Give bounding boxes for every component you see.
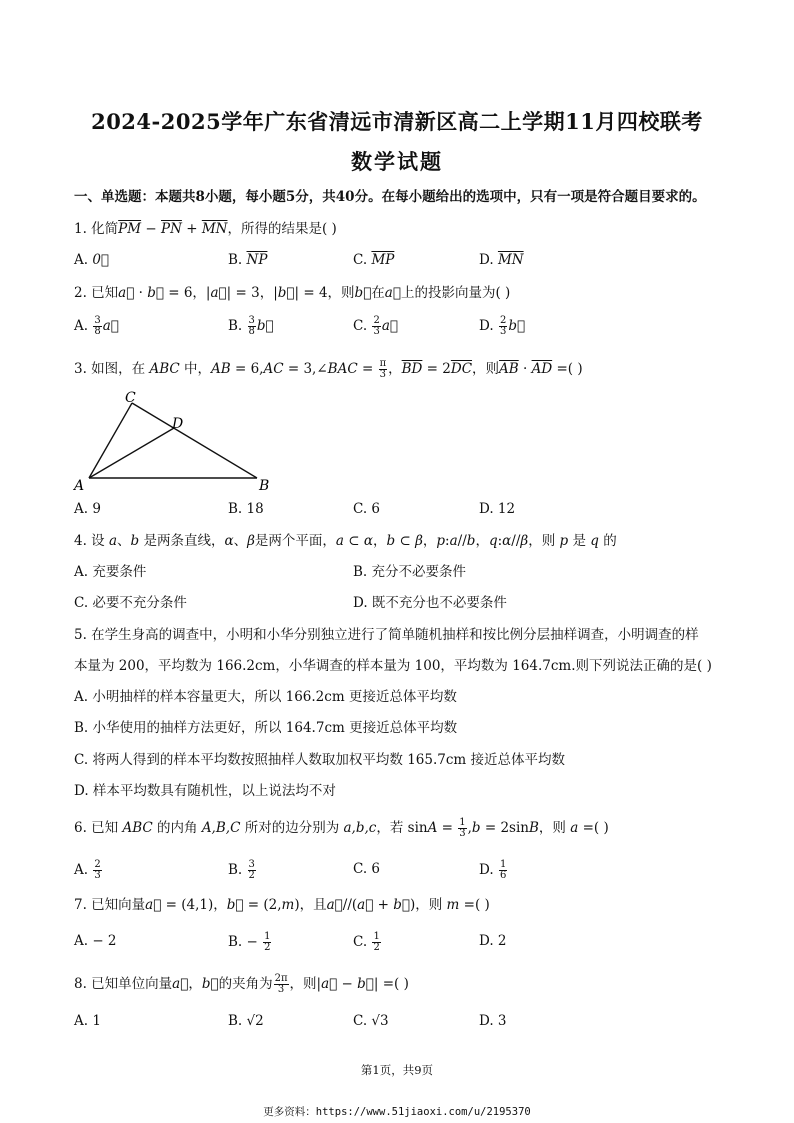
q1-option-c: C. $\overline{MP}$ [353,252,395,268]
question-3: 3. 如图，在 ABC 中，AB = 6,AC = 3,∠BAC = $\frac{\pi}{3}$ ，$\overline{BD} = 2\overline{DC}$，则$\overline{AB} \cdot \overline{AD}$ =( ) [74,358,583,380]
q1-option-d: D. $\overline{MN}$ [479,252,524,268]
q7-option-b: B. − $\frac{1}{2}$ [228,931,271,953]
q2-option-d: D. $\frac{2}{3}$ b⃗ [479,315,526,337]
q5-option-c: C. 将两人得到的样本平均数按照抽样人数取加权平均数 165.7cm 接近总体平均数 [74,752,566,768]
label-a: A [74,478,85,494]
q7-option-d: D. 2 [479,933,507,949]
side-ac [89,403,132,478]
q4-option-b: B. 充分不必要条件 [353,564,467,580]
question-1: 1. 化简$\overline{PM} - \overline{PN} + \overline{MN}$，所得的结果是( ) [74,221,337,237]
q3-option-c: C. 6 [353,501,381,517]
section-heading: 一、单选题：本题共8小题，每小题5分，共40分。在每小题给出的选项中，只有一项是符合题目要求的。 [74,189,706,205]
q7-option-c: C. $\frac{1}{2}$ [353,931,380,953]
side-bc [132,403,257,478]
q1-option-a: A. 0⃗ [74,252,110,268]
q3-option-b: B. 18 [228,501,264,517]
q6-option-a: A. $\frac{2}{3}$ [74,859,101,881]
question-5-line-1: 5. 在学生身高的调查中，小明和小华分别独立进行了简单随机抽样和按比例分层抽样调查，小明调查的样 [74,627,699,643]
q5-option-a: A. 小明抽样的样本容量更大，所以 166.2cm 更接近总体平均数 [74,689,457,705]
label-c: C [125,390,136,406]
question-5-line-2: 本量为 200，平均数为 166.2cm，小华调查的样本量为 100，平均数为 164.7cm.则下列说法正确的是( ) [74,658,712,674]
label-b: B [259,478,270,494]
question-2: 2. 已知a⃗ · b⃗ = 6，|a⃗| = 3，|b⃗| = 4，则b⃗在a⃗上的投影向量为( ) [74,285,511,301]
q8-option-b: B. √2 [228,1013,264,1029]
q2-option-a: A. $\frac{3}{8}$ a⃗ [74,315,119,337]
question-8: 8. 已知单位向量a⃗，b⃗的夹角为 $\frac{2\pi}{3}$ ，则|a⃗ − b⃗| =( ) [74,973,409,995]
q3-option-a: A. 9 [74,501,101,517]
q6-option-b: B. $\frac{3}{2}$ [228,859,255,881]
q1-option-b: B. $\overline{NP}$ [228,252,268,268]
exam-title: 2024-2025学年广东省清远市清新区高二上学期11月四校联考 [91,109,703,134]
q8-option-d: D. 3 [479,1013,507,1029]
segment-ad [89,428,174,478]
q4-option-c: C. 必要不充分条件 [74,595,187,611]
question-6: 6. 已知 ABC 的内角 A,B,C 所对的边分别为 a,b,c，若 sinA = $\frac{1}{3}$ ,b = 2sinB，则 a =( ) [74,817,609,839]
q8-option-a: A. 1 [74,1013,101,1029]
triangle-figure [72,388,282,496]
q2-option-c: C. $\frac{2}{3}$ a⃗ [353,315,398,337]
q5-option-d: D. 样本平均数具有随机性，以上说法均不对 [74,783,336,799]
q6-option-c: C. 6 [353,861,381,877]
label-d: D [172,416,184,432]
resource-link[interactable]: 更多资料：https://www.51jiaoxi.com/u/2195370 [263,1106,531,1118]
q3-option-d: D. 12 [479,501,516,517]
q2-option-b: B. $\frac{3}{8}$ b⃗ [228,315,274,337]
q8-option-c: C. √3 [353,1013,389,1029]
q7-option-a: A. − 2 [74,933,117,949]
page-footer: 第1页，共9页 [360,1063,434,1077]
q6-option-d: D. $\frac{1}{6}$ [479,859,507,881]
question-7: 7. 已知向量a⃗ = (4,1)，b⃗ = (2,m)，且a⃗//(a⃗ + b⃗)，则 m =( ) [74,897,490,913]
q4-option-a: A. 充要条件 [74,564,147,580]
q5-option-b: B. 小华使用的抽样方法更好，所以 164.7cm 更接近总体平均数 [74,720,458,736]
question-4: 4. 设 a、b 是两条直线，α、β是两个平面，a ⊂ α，b ⊂ β，p:a//b，q:α//β，则 p 是 q 的 [74,533,617,549]
q4-option-d: D. 既不充分也不必要条件 [353,595,507,611]
exam-subtitle: 数学试题 [351,149,443,174]
